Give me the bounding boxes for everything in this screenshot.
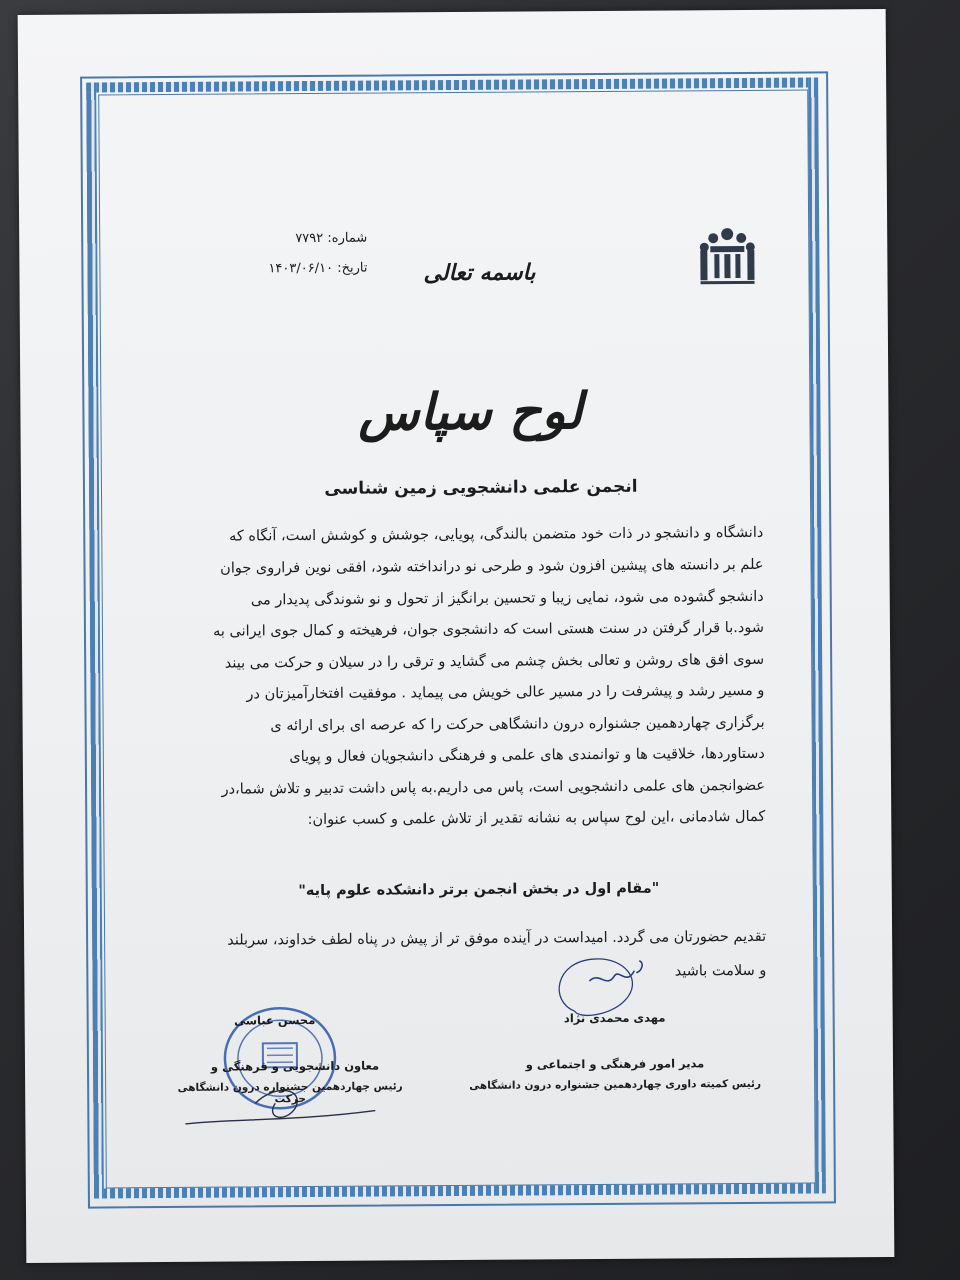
closing-line: تقدیم حضورتان می گردد. امیداست در آینده موفق تر از پیش در پناه لطف خداوند، سربلند — [227, 928, 767, 949]
letter-number — [187, 231, 367, 247]
certificate-sheet — [18, 9, 895, 1263]
date-value: ۱۴۰۳/۰۶/۱۰ — [268, 260, 334, 277]
body-line: و مسیر رشد و پیشرفت را در مسیر عالی خویش می پیماید . موفقیت افتخارآمیزتان در — [246, 682, 765, 703]
signatory-right-name: مهدی محمدی نژاد — [563, 1010, 666, 1026]
body-line: دانشجو گشوده می شود، نمایی زیبا و تحسین برانگیز از تحول و نو شوندگی پدیدار می — [250, 588, 764, 609]
award-title: "مقام اول در بخش انجمن برتر دانشکده علوم پایه" — [298, 880, 660, 900]
university-logo-icon — [692, 220, 762, 290]
body-line: برگزاری چهاردهمین جشنواره درون دانشگاهی حرکت را که عرصه ای برای ارائه ی — [270, 714, 765, 735]
body-line: دانشگاه و دانشجو در ذات خود متضمن بالندگی، پویایی، جوشش و کوشش است، آنگاه که — [228, 524, 764, 545]
invocation: باسمه تعالی — [423, 259, 536, 287]
closing-line: و سلامت باشید — [674, 962, 767, 980]
body-line: دستاوردها، خلاقیت ها و توانمندی های علمی و فرهنگی دانشجویان فعال و پویای — [289, 745, 765, 766]
signatory-left-title: معاون دانشجویی و فرهنگی و — [210, 1058, 380, 1074]
number-label: شماره: — [327, 230, 368, 246]
signatory-right-title: مدیر امور فرهنگی و اجتماعی و — [525, 1056, 705, 1072]
signatory-left-title-2: رئیس چهاردهمین جشنواره درون دانشگاهی حرکت — [177, 1080, 403, 1106]
signatory-left-name: محسن عباسی — [233, 1012, 316, 1028]
certificate-title: لوح سپاس — [358, 381, 583, 442]
number-value: ۷۷۹۲ — [295, 230, 324, 247]
signatory-right-title-2: رئیس کمیته داوری چهاردهمین جشنواره درون دانشگاهی — [469, 1077, 762, 1092]
date-label: تاریخ: — [337, 260, 368, 276]
recipient-name: انجمن علمی دانشجویی زمین شناسی — [324, 476, 638, 499]
body-line: عضوانجمن های علمی دانشجویی است، پاس می داریم.به پاس داشت تدبیر و تلاش شما،در — [221, 777, 766, 798]
body-line: علم بر دانسته های پیشین افزون شود و طرحی نو درانداخته شود، افقی نوین فراروی جوان — [220, 556, 764, 577]
body-line: شود.با قرار گرفتن در سنت هستی است که دانشجوی جوان، فرهیخته و کمال جوی ایرانی به — [213, 619, 765, 640]
body-line: سوی افق های روشن و تعالی بخش چشم می گشاید و ترقی را در سیلان و حرکت می بیند — [224, 651, 765, 672]
letter-date — [187, 261, 367, 277]
body-line: کمال شادمانی ،این لوح سپاس به نشانه تقدیر از تلاش علمی و کسب عنوان: — [307, 808, 766, 829]
